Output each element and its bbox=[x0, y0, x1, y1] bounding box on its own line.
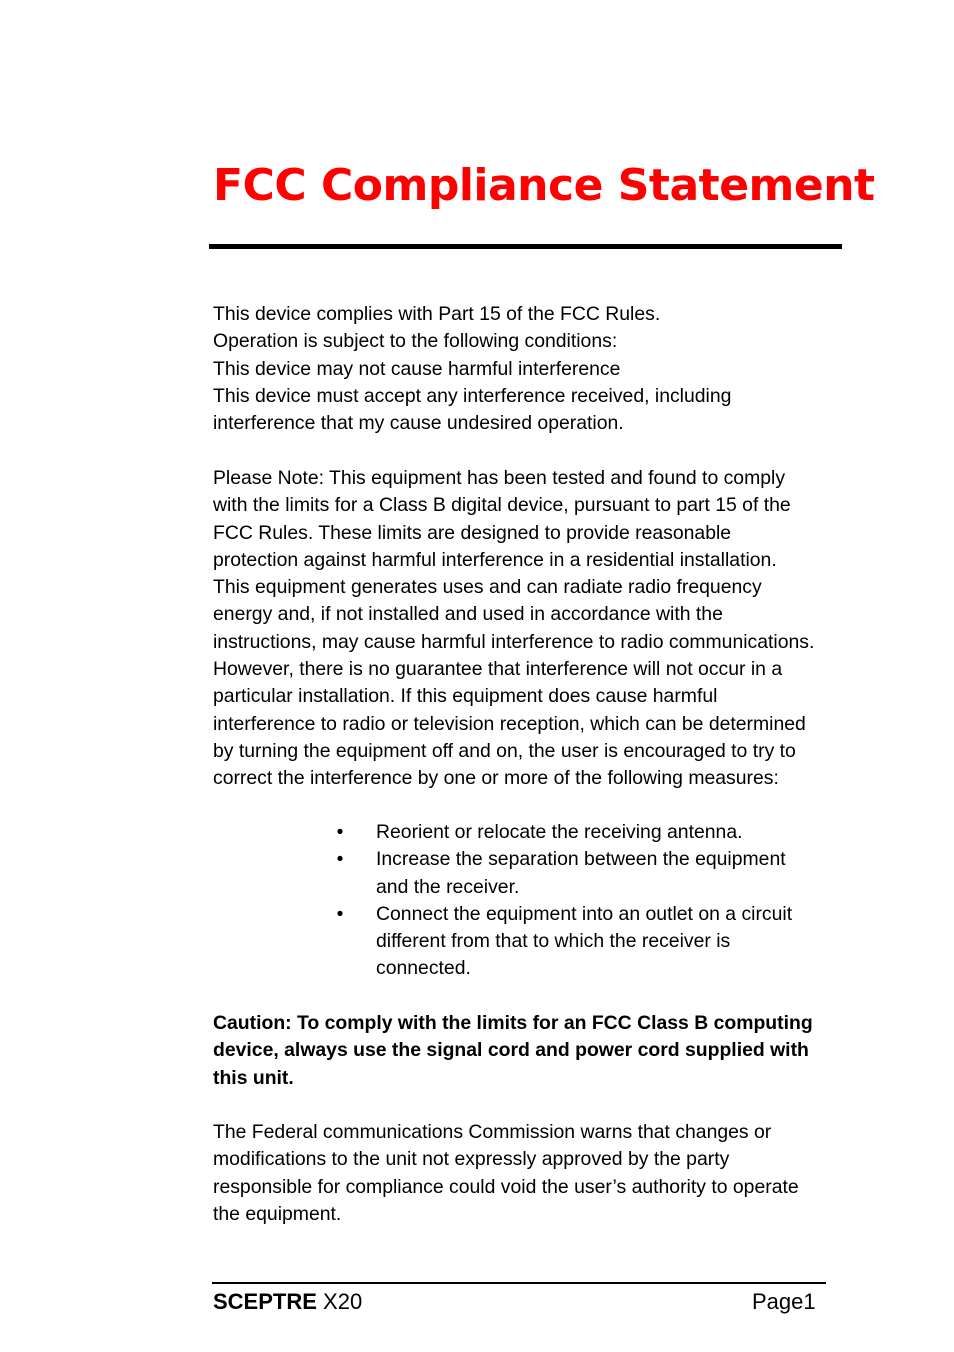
fcc-warning-paragraph bbox=[213, 1119, 853, 1228]
intro-line: interference that my cause undesired operation. bbox=[213, 412, 624, 435]
bullet-icon: • bbox=[336, 821, 344, 843]
warning-line: The Federal communications Commission warns that changes or bbox=[213, 1121, 772, 1143]
footer-brand-name: SCEPTRE bbox=[213, 1289, 317, 1314]
note-line: Please Note: This equipment has been tested and found to comply bbox=[213, 467, 786, 489]
caution-line: Caution: To comply with the limits for an FCC Class B computing bbox=[213, 1012, 813, 1034]
note-paragraph bbox=[213, 465, 853, 793]
warning-line: responsible for compliance could void the user’s authority to operate bbox=[213, 1175, 799, 1198]
bullet-icon: • bbox=[336, 902, 344, 925]
list-item-text: connected. bbox=[376, 957, 471, 980]
intro-line: This device must accept any interference received, including bbox=[213, 384, 732, 407]
list-item bbox=[336, 901, 846, 983]
footer-product bbox=[213, 1287, 362, 1317]
measures-list bbox=[336, 819, 846, 983]
title-underline-rule bbox=[209, 244, 842, 249]
list-item bbox=[336, 846, 846, 901]
footer-rule bbox=[212, 1282, 826, 1284]
list-item-text: Reorient or relocate the receiving antenna. bbox=[376, 821, 743, 843]
list-item-text: and the receiver. bbox=[376, 875, 520, 898]
list-item bbox=[336, 819, 846, 846]
note-line: FCC Rules. These limits are designed to provide reasonable bbox=[213, 521, 732, 544]
caution-line: this unit. bbox=[213, 1066, 294, 1089]
note-line: with the limits for a Class B digital device, pursuant to part 15 of the bbox=[213, 494, 791, 517]
note-line: However, there is no guarantee that interference will not occur in a bbox=[213, 658, 783, 681]
page-title: FCC Compliance Statement bbox=[213, 160, 875, 211]
note-line: correct the interference by one or more of the following measures: bbox=[213, 767, 779, 790]
intro-line: This device complies with Part 15 of the FCC Rules. bbox=[213, 303, 661, 325]
list-item-text: different from that to which the receiver is bbox=[376, 930, 731, 953]
list-item-text: Increase the separation between the equipment bbox=[376, 848, 786, 871]
warning-line: the equipment. bbox=[213, 1202, 342, 1225]
intro-paragraph bbox=[213, 301, 853, 437]
note-line: energy and, if not installed and used in accordance with the bbox=[213, 603, 723, 626]
note-line: interference to radio or television reception, which can be determined bbox=[213, 712, 806, 735]
page-number: Page1 bbox=[752, 1289, 816, 1314]
footer-model: X20 bbox=[316, 1289, 363, 1314]
list-item-text: Connect the equipment into an outlet on a circuit bbox=[376, 902, 793, 925]
warning-line: modifications to the unit not expressly approved by the party bbox=[213, 1148, 730, 1171]
note-line: by turning the equipment off and on, the user is encouraged to try to bbox=[213, 739, 796, 762]
note-line: instructions, may cause harmful interference to radio communications. bbox=[213, 630, 815, 653]
note-line: This equipment generates uses and can radiate radio frequency bbox=[213, 576, 762, 599]
note-line: protection against harmful interference in a residential installation. bbox=[213, 548, 777, 571]
note-line: particular installation. If this equipment does cause harmful bbox=[213, 685, 718, 708]
bullet-icon: • bbox=[336, 848, 344, 871]
caution-line: device, always use the signal cord and power cord supplied with bbox=[213, 1039, 809, 1062]
caution-paragraph bbox=[213, 1010, 853, 1092]
intro-line: Operation is subject to the following conditions: bbox=[213, 330, 618, 353]
intro-line: This device may not cause harmful interference bbox=[213, 357, 621, 380]
